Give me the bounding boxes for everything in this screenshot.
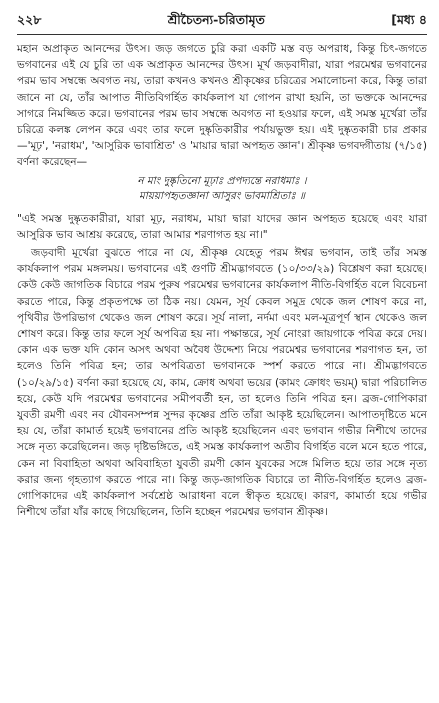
paragraph-2: জড়বাদী মূর্খেরা বুঝতে পারে না যে, শ্রীকৃষ্ণ যেহেতু পরম ঈশ্বর ভগবান, তাই তাঁর সমস্ত কার্যকলাপ পরম মঙ্গলময়। ভগবানের এই গুণটি শ্রীমদ্ভাগবতে (১০/৩৩/২৯) বিশ্লেষণ করা হয়েছে। কেউ কেউ জাগতিক বিচারে পরম পুরুষ পরমেশ্বর ভগবানের কার্যকলাপ নীতি-বিগর্হিত বলে বিবেচনা করতে পারে, কিন্তু প্রকৃতপক্ষে তা ঠিক নয়। যেমন, সূর্য কেবল সমুদ্র থেকে জল শোষণ করে না, পৃথিবীর উপরিভাগ থেকেও জল শোষণ করে। সূর্য নালা, নর্দমা এবং মল-মূত্রপূর্ণ স্থান থেকেও জল শোষণ করে। কিন্তু তার ফলে সূর্য অপবিত্র হয় না। পক্ষান্তরে, সূর্য নোংরা জায়গাকে পবিত্র করে দেয়। কোন এক ভক্ত যদি কোন অসৎ অথবা অবৈধ উদ্দেশ্য নিয়ে পরমেশ্বর ভগবানের শরণাগত হন, তা হলেও তিনি পবিত্র হন; তার অপবিত্রতা ভগবানকে স্পর্শ করতে পারে না। শ্রীমদ্ভাগবতে (১০/২৯/১৫) বর্ণনা করা হয়েছে যে, কাম, ক্রোধ অথবা ভয়ের (কামং ক্রোধং ভয়ম্) দ্বারা পরিচালিত হয়ে, কেউ যদি পরমেশ্বর ভগবানের সমীপবর্তী হন, তা হলেও তিনি পবিত্র হন। ব্রজ-গোপিকারা যুবতী রমণী এবং নব যৌবনসম্পন্ন সুন্দর কৃষ্ণের প্রতি তাঁরা আকৃষ্ট হয়েছিলেন। আপাতদৃষ্টিতে মনে হয় যে, তাঁরা কামার্ত হয়েই ভগবানের প্রতি আকৃষ্ট হয়েছিলেন এবং ভগবান গভীর নিশীথে তাদের সঙ্গে নৃত্য করেছিলেন। জড় দৃষ্টিভঙ্গিতে, এই সমস্ত কার্যকলাপ অতীব বিগর্হিত বলে মনে হতে পারে, কেন না বিবাহিতা অথবা অবিবাহিতা যুবতী রমণী কোন যুবকের সঙ্গে মিলিত হয়ে তার সঙ্গে নৃত্য করার জন্য গৃহত্যাগ করতে পারে না। কিন্তু জড়-জাগতিক বিচারে তা নীতি-বিগর্হিত হলেও ব্রজ-গোপিকাদের এই কার্যকলাপ সর্বশ্রেষ্ঠ আরাধনা বলে স্বীকৃত হয়েছে। কারণ, কামার্তা হয়ে গভীর নিশীথে তাঁরা যাঁর কাছে গিয়েছিলেন, তিনি হচ্ছেন পরমেশ্বর ভগবান শ্রীকৃষ্ণ। bbox=[17, 247, 427, 519]
page-header bbox=[17, 12, 427, 34]
header-rule bbox=[17, 34, 427, 35]
page-body bbox=[17, 41, 427, 520]
verse-line-1: ন মাং দুষ্কৃতিনো মূঢ়াঃ প্রপদ্যন্তে নরাধমাঃ । bbox=[137, 174, 307, 187]
running-title: শ্রীচৈতন্য-চরিতামৃত bbox=[167, 12, 265, 27]
paragraph-1: মহান অপ্রাকৃত আনন্দের উৎস। জড় জগতে চুরি করা একটি মস্ত বড় অপরাধ, কিন্তু চিৎ-জগতে ভগবানের এই যে চুরি তা এক অপ্রাকৃত আনন্দের উৎস। মূর্খ জড়বাদীরা, যারা পরমেশ্বর ভগবানের পরম ভাব সম্বন্ধে অবগত নয়, তারা কখনও কখনও শ্রীকৃষ্ণের চরিত্রের সমালোচনা করে, কিন্তু তারা জানে না যে, তাঁর আপাত নীতিবিগর্হিত কার্যকলাপ যা গোপন রাখা হয়নি, তা ভক্তকে আনন্দের সাগরে নিমজ্জিত করে। ভগবানের পরম ভাব সম্বন্ধে অবগত না হওয়ার ফলে, এই সমস্ত মূর্খেরা তাঁর চরিত্রে কলঙ্ক লেপন করে এবং তার ফলে দুষ্কৃতিকারীর পর্যায়ভুক্ত হয়। এই দুষ্কৃতকারী চার প্রকার—'মূঢ়', 'নরাধম', 'আসুরিক ভাবাশ্রিত' ও 'মায়ার দ্বারা অপহৃত জ্ঞান'। শ্রীকৃষ্ণ ভগবদ্গীতায় (৭/১৫) বর্ণনা করেছেন— bbox=[17, 43, 427, 169]
page-number: ২২৮ bbox=[17, 12, 42, 27]
verse-translation: "এই সমস্ত দুষ্কৃতকারীরা, যারা মূঢ়, নরাধম, মায়া দ্বারা যাদের জ্ঞান অপহৃত হয়েছে এবং যারা আসুরিক ভাব আশ্রয় করেছে, তারা আমার শরণাগত হয় না।" bbox=[17, 212, 427, 241]
section-label: [মধ্য ৪ bbox=[391, 12, 427, 27]
verse-line-2: মায়য়াপহৃতজ্ঞানা আসুরং ভাবমাশ্রিতাঃ ॥ bbox=[139, 190, 305, 203]
sanskrit-verse bbox=[17, 174, 427, 205]
